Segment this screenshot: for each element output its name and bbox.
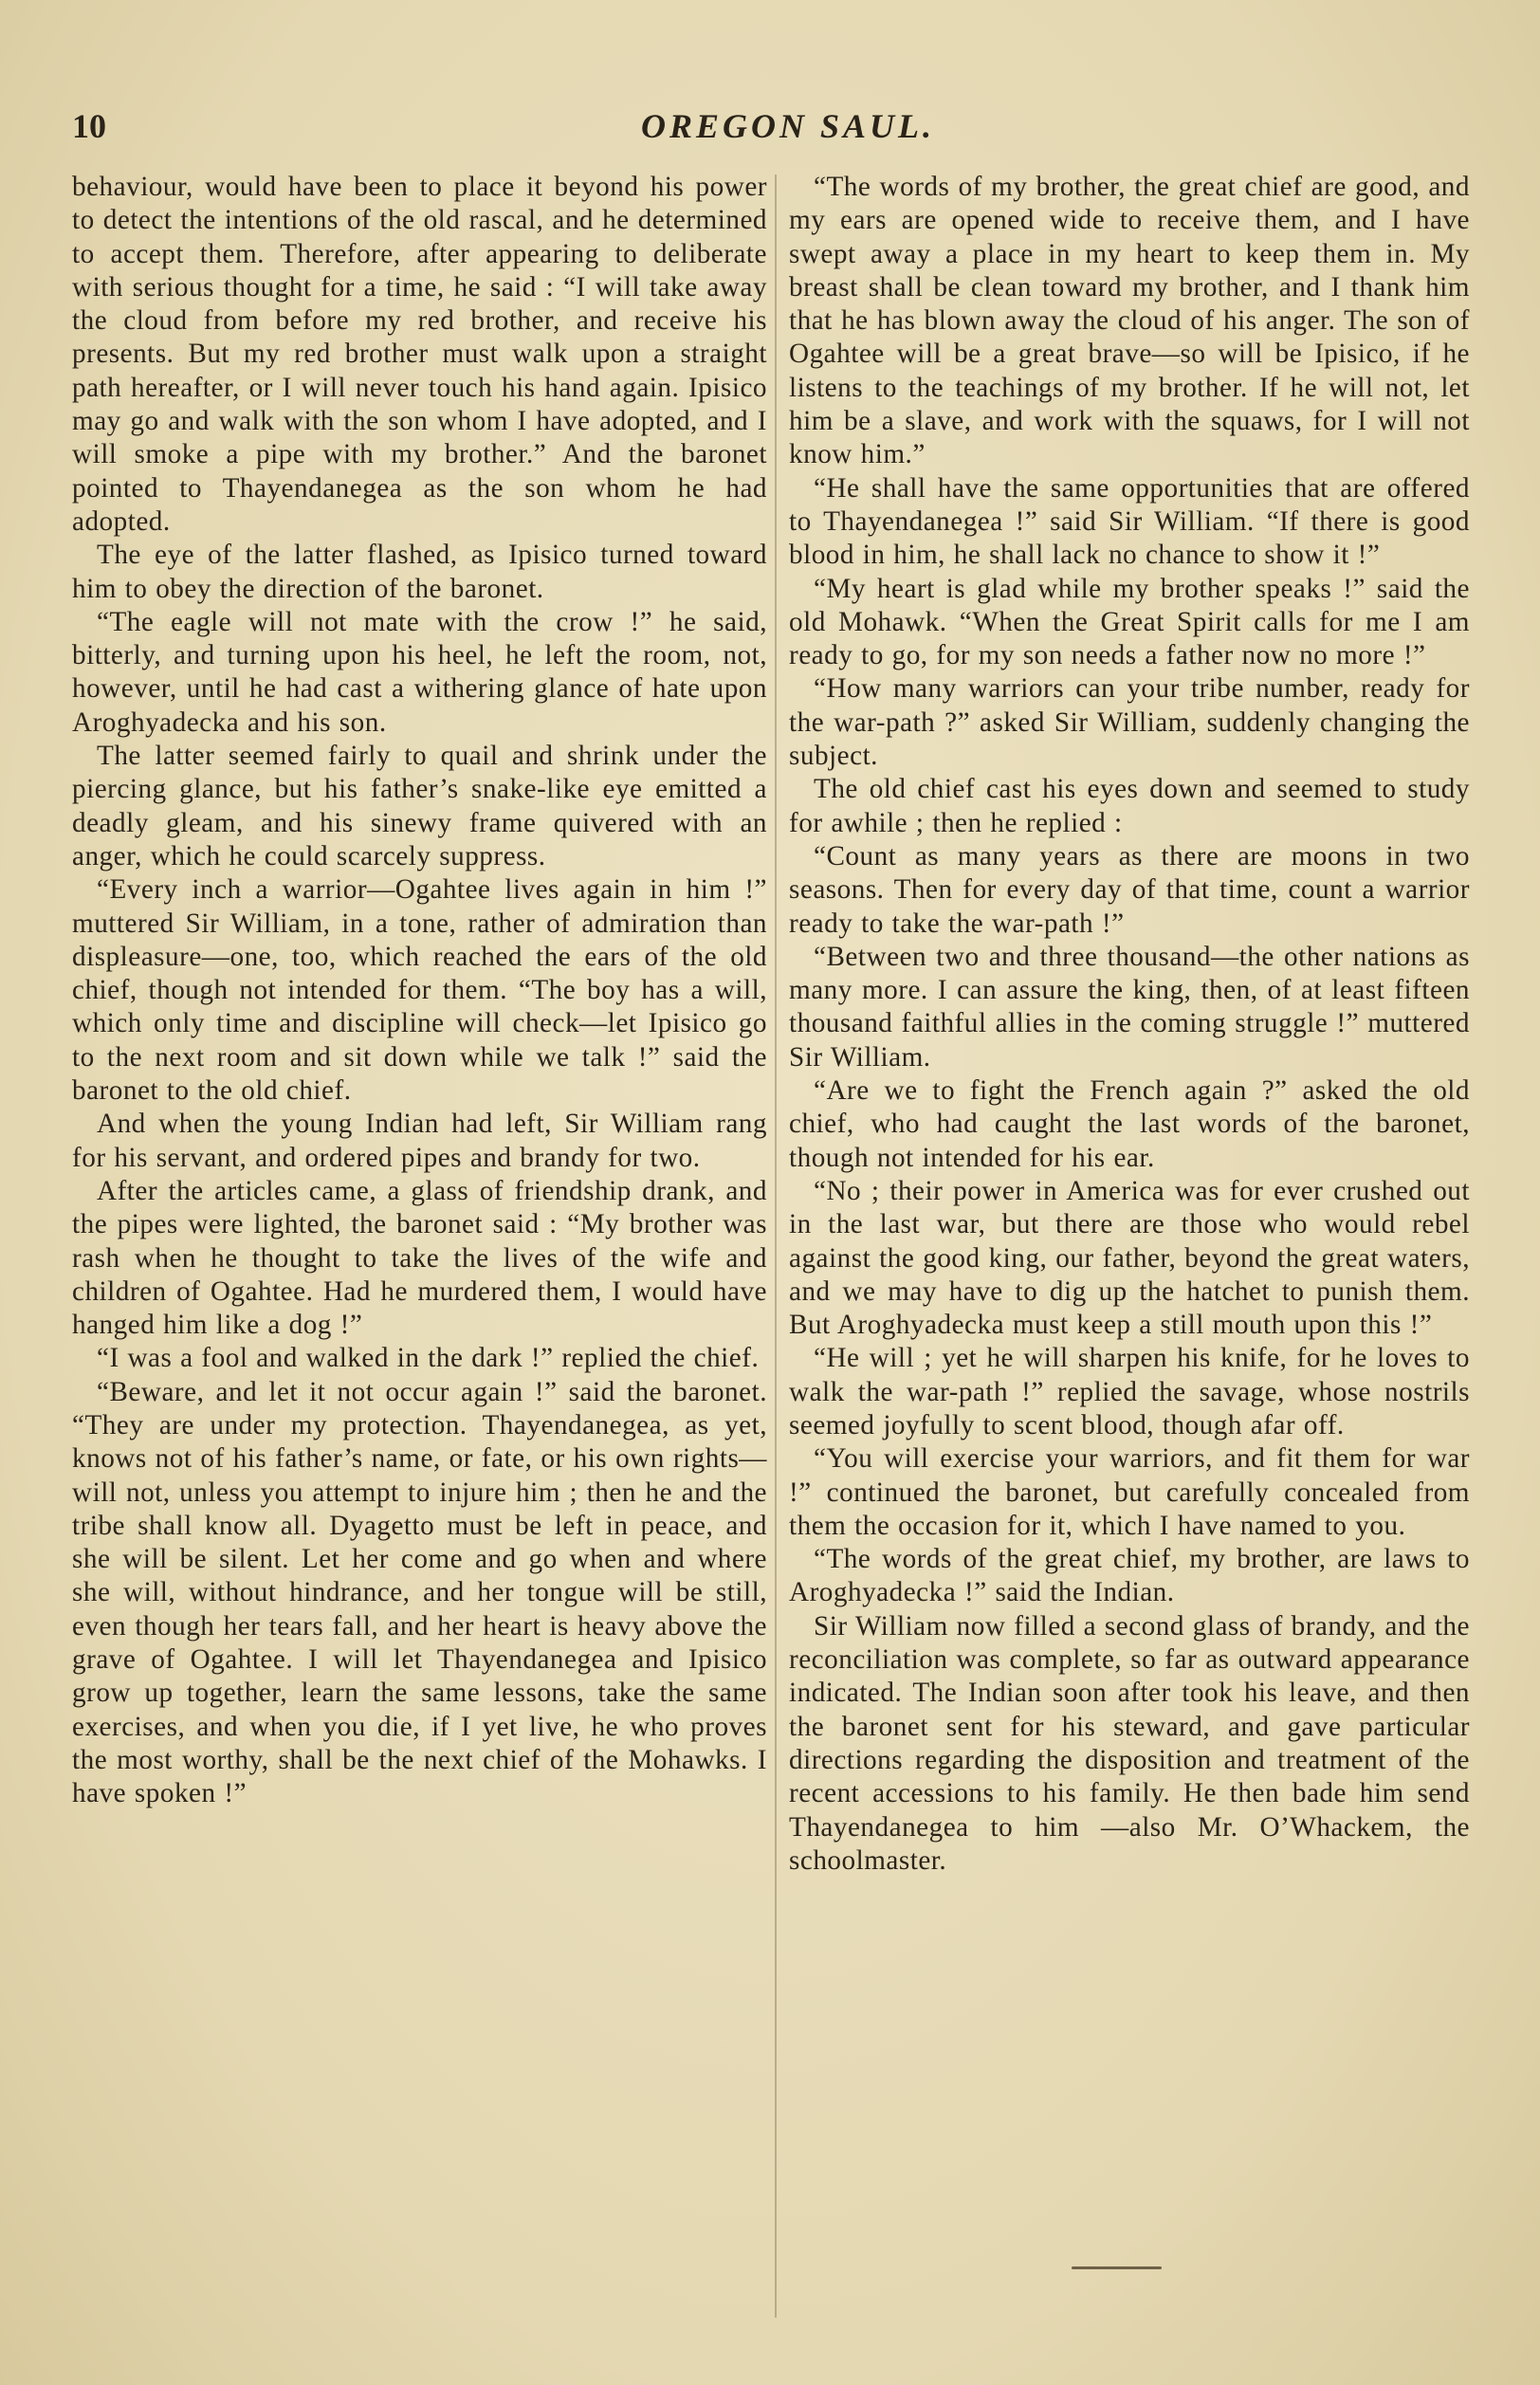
paragraph: “I was a fool and walked in the dark !” replied the chief. (97, 1343, 760, 1374)
page-header (72, 106, 1468, 154)
paragraph: “The words of my brother, the great chief are good, and my ears are opened wide to receive them, and I have swept away a place in my heart to keep them in. My breast shall be clean toward my brother, and I thank him that he has blown away the cloud of his anger. The son of Ogahtee will be a great brave—so will be Ipisico, if he listens to the teachings of my brother. If he will not, let him be a slave, and work with the squaws, for I will not know him.” (789, 172, 1470, 470)
paragraph: Sir William now filled a second glass of brandy, and the reconciliation was complete, so far as outward appearance indicated. The Indian soon after took his leave, and then the baronet sent for his steward, and gave particular directions regarding the disposition and treatment of the recent accessions to his family. He then bade him send Thayendanegea to him —also Mr. O’Whackem, the schoolmaster. (789, 1610, 1470, 1876)
paragraph: “The words of the great chief, my brother, are laws to Aroghyadecka !” said the Indian. (789, 1544, 1470, 1608)
paragraph: “No ; their power in America was for ever crushed out in the last war, but there are those who would rebel against the good king, our father, beyond the great waters, and we may have to dig up the hatchet to punish them. But Aroghyadecka must keep a still mouth upon this !” (789, 1175, 1470, 1341)
page-number: 10 (72, 107, 106, 145)
paragraph: “Every inch a warrior—Ogahtee lives again in him !” muttered Sir William, in a tone, rather of admiration than displeasure—one, too, which reached the ears of the old chief, though not intended for them. “The boy has a will, which only time and discipline will check—let Ipisico go to the next room and sit down while we talk !” said the baronet to the old chief. (72, 874, 767, 1107)
paragraph: And when the young Indian had left, Sir William rang for his servant, and ordered pipes and brandy for two. (72, 1109, 767, 1173)
paragraph: After the articles came, a glass of friendship drank, and the pipes were lighted, the baronet said : “My brother was rash when he thought to take the lives of the wife and children of Ogahtee. Had he murdered them, I would have hanged him like a dog !” (72, 1175, 767, 1341)
paragraph: “Are we to fight the French again ?” asked the old chief, who had caught the last words of the baronet, though not intended for his ear. (789, 1075, 1470, 1173)
paragraph: “Between two and three thousand—the other nations as many more. I can assure the king, then, of at least fifteen thousand faithful allies in the coming struggle !” muttered Sir William. (789, 941, 1470, 1073)
paragraph: “How many warriors can your tribe number, ready for the war-path ?” asked Sir William, suddenly changing the subject. (789, 673, 1470, 772)
paragraph: “You will exercise your warriors, and fit them for war !” continued the baronet, but carefully concealed from them the occasion for it, which I have named to you. (789, 1443, 1470, 1541)
paragraph: “My heart is glad while my brother speaks !” said the old Mohawk. “When the Great Spirit calls for me I am ready to go, for my son needs a father now no more !” (789, 573, 1470, 671)
paragraph: “The eagle will not mate with the crow !” he said, bitterly, and turning upon his heel, he left the room, not, however, until he had cast a withering glance of hate upon Aroghyadecka and his son. (72, 606, 767, 738)
left-column (72, 171, 767, 1811)
paragraph: The old chief cast his eyes down and seemed to study for awhile ; then he replied : (789, 774, 1470, 838)
paragraph: “He shall have the same opportunities that are offered to Thayendanegea !” said Sir William. “If there is good blood in him, he shall lack no chance to show it !” (789, 472, 1470, 571)
paragraph: “He will ; yet he will sharpen his knife, for he loves to walk the war-path !” replied the savage, whose nostrils seemed joyfully to scent blood, though afar off. (789, 1343, 1470, 1440)
paragraph: behaviour, would have been to place it beyond his power to detect the intentions of the old rascal, and he determined to accept them. Therefore, after appearing to deliberate with serious thought for a time, he said : “I will take away the cloud from before my red brother, and receive his presents. But my red brother must walk upon a straight path hereafter, or I will never touch his hand again. Ipisico may go and walk with the son whom I have adopted, and I will smoke a pipe with my brother.” And the baronet pointed to Thayendanegea as the son whom he had adopted. (72, 172, 767, 537)
paragraph: “Beware, and let it not occur again !” said the baronet. “They are under my protection. Thayendanegea, as yet, knows not of his father’s name, or fate, or his own rights—will not, unless you attempt to injure him ; then he and the tribe shall know all. Dyagetto must be left in peace, and she will be silent. Let her come and go when and where she will, without hindrance, and her tongue will be still, even though her tears fall, and her heart is heavy above the grave of Ogahtee. I will let Thayendanegea and Ipisico grow up together, learn the same lessons, take the same exercises, and when you die, if I yet live, he who proves the most worthy, shall be the next chief of the Mohawks. I have spoken !” (72, 1376, 767, 1809)
column-divider (775, 174, 777, 2318)
paragraph: The eye of the latter flashed, as Ipisico turned toward him to obey the direction of the baronet. (72, 540, 767, 604)
paragraph: “Count as many years as there are moons in two seasons. Then for every day of that time, count a warrior ready to take the war-path !” (789, 840, 1470, 939)
paragraph: The latter seemed fairly to quail and shrink under the piercing glance, but his father’s snake-like eye emitted a deadly gleam, and his sinewy frame quivered with an anger, which he could scarcely suppress. (72, 741, 767, 871)
right-column (789, 171, 1470, 1878)
end-of-chapter-rule (1072, 2266, 1162, 2269)
running-title: OREGON SAUL. (641, 107, 936, 145)
